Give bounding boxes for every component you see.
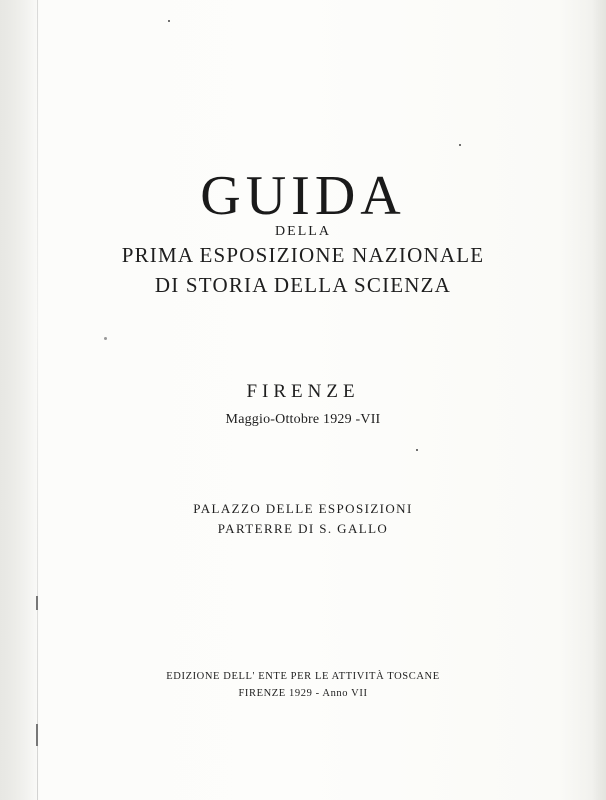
subtitle-line-2: DI STORIA DELLA SCIENZA <box>154 273 452 297</box>
binding-mark <box>36 724 38 746</box>
city-heading: FIRENZE <box>246 381 360 402</box>
publication-date: FIRENZE 1929 - Anno VII <box>238 688 368 699</box>
publisher-line: EDIZIONE DELL' ENTE PER LE ATTIVITÀ TOSCANE <box>166 671 440 682</box>
venue-line-2: PARTERRE DI S. GALLO <box>217 521 389 536</box>
title-connector: DELLA <box>275 224 331 239</box>
paper-speck <box>459 144 461 146</box>
subtitle-line-1: PRIMA ESPOSIZIONE NAZIONALE <box>121 243 485 267</box>
venue-line-1: PALAZZO DELLE ESPOSIZIONI <box>193 501 413 516</box>
paper-speck <box>104 337 107 340</box>
binding-mark <box>36 596 38 610</box>
exhibition-dates: Maggio-Ottobre 1929 -VII <box>225 412 381 427</box>
paper-speck <box>416 449 418 451</box>
paper-speck <box>168 20 170 22</box>
page-title: GUIDA <box>200 165 406 227</box>
